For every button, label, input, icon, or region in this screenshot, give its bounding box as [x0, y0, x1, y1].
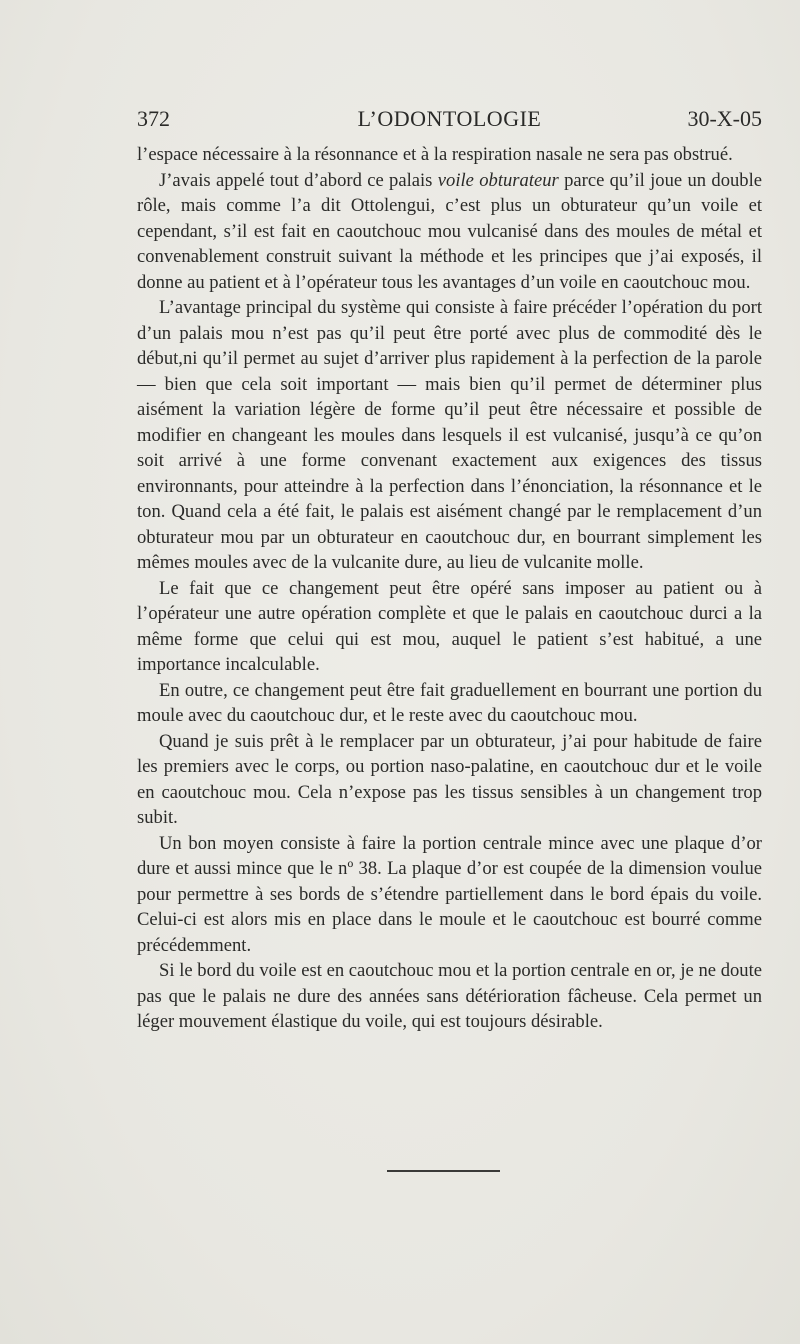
running-title: L’ODONTOLOGIE: [357, 106, 542, 131]
paragraph-4: Le fait que ce changement peut être opéré sans imposer au patient ou à l’opérateur une autre opération complète et que le palais en caoutchouc durci a la même forme que celui qui est mou, auquel le patient s’est habitué, a une importance incalculable.: [137, 577, 762, 675]
running-header: [137, 106, 762, 136]
paragraph-7: Un bon moyen consiste à faire la portion centrale mince avec une plaque d’or dure et aussi mince que le nº 38. La plaque d’or est coupée de la dimension voulue pour permettre à ses bords de s’étendre partiellement dans le bord épais du voile. Celui-ci est alors mis en place dans le moule et le caoutchouc est bourré comme précédemment.: [137, 832, 762, 956]
paragraph-6: Quand je suis prêt à le remplacer par un obturateur, j’ai pour habitude de faire les premiers avec le corps, ou portion naso-palatine, en caoutchouc dur et le voile en caoutchouc mou. Cela n’expose pas les tissus sensibles à un changement trop subit.: [137, 730, 762, 828]
paragraph-2: [137, 168, 762, 296]
section-end-rule: [387, 1170, 500, 1172]
paragraph-8: Si le bord du voile est en caoutchouc mou et la portion centrale en or, je ne doute pas que le palais ne dure des années sans détérioration fâcheuse. Cela permet un léger mouvement élastique du voile, qui est toujours désirable.: [137, 960, 762, 1032]
issue-date: 30-X-05: [687, 106, 762, 131]
body-text: [137, 142, 762, 1035]
paragraph-1: l’espace nécessaire à la résonnance et à la respiration nasale ne sera pas obstrué.: [137, 144, 733, 165]
paragraph-5: En outre, ce changement peut être fait graduellement en bourrant une portion du moule avec du caoutchouc dur, et le reste avec du caoutchouc mou.: [137, 679, 762, 726]
paragraph-3: L’avantage principal du système qui consiste à faire précéder l’opération du port d’un palais mou n’est pas qu’il peut être porté avec plus de commodité dès le début,ni qu’il permet au sujet d’arriver plus rapidement à la perfection de la parole— bien que cela soit important — mais bien qu’il permet de déterminer plus aisément la variation légère de forme qu’il peut être nécessaire et possible de modifier en changeant les moules dans lesquels il est vulcanisé, jusqu’à ce qu’on soit arrivé à une forme convenant exactement aux exigences des tissus environnants, pour atteindre à la perfection dans l’énonciation, la résonnance et le ton. Quand cela a été fait, le palais est aisément changé par le remplacement d’un obturateur mou par un obturateur en caoutchouc dur, en bourrant simplement les mêmes moules avec de la vulcanite dure, au lieu de vulcanite molle.: [137, 297, 762, 573]
paragraph-2-start: J’avais appelé tout d’abord ce palais: [159, 169, 438, 191]
page-number: 372: [137, 106, 170, 131]
italic-term: voile obturateur: [437, 169, 559, 191]
paragraph-2-end: parce qu’il joue un double rôle, mais comme l’a dit Ottolengui, c’est plus un obturateur qu’un voile et cependant, s’il est fait en caoutchouc mou vulcanisé dans des moules de métal et convenablement construit suivant la méthode et les principes que j’ai exposés, il donne au patient et à l’opérateur tous les avantages d’un voile en caoutchouc mou.: [137, 169, 763, 293]
